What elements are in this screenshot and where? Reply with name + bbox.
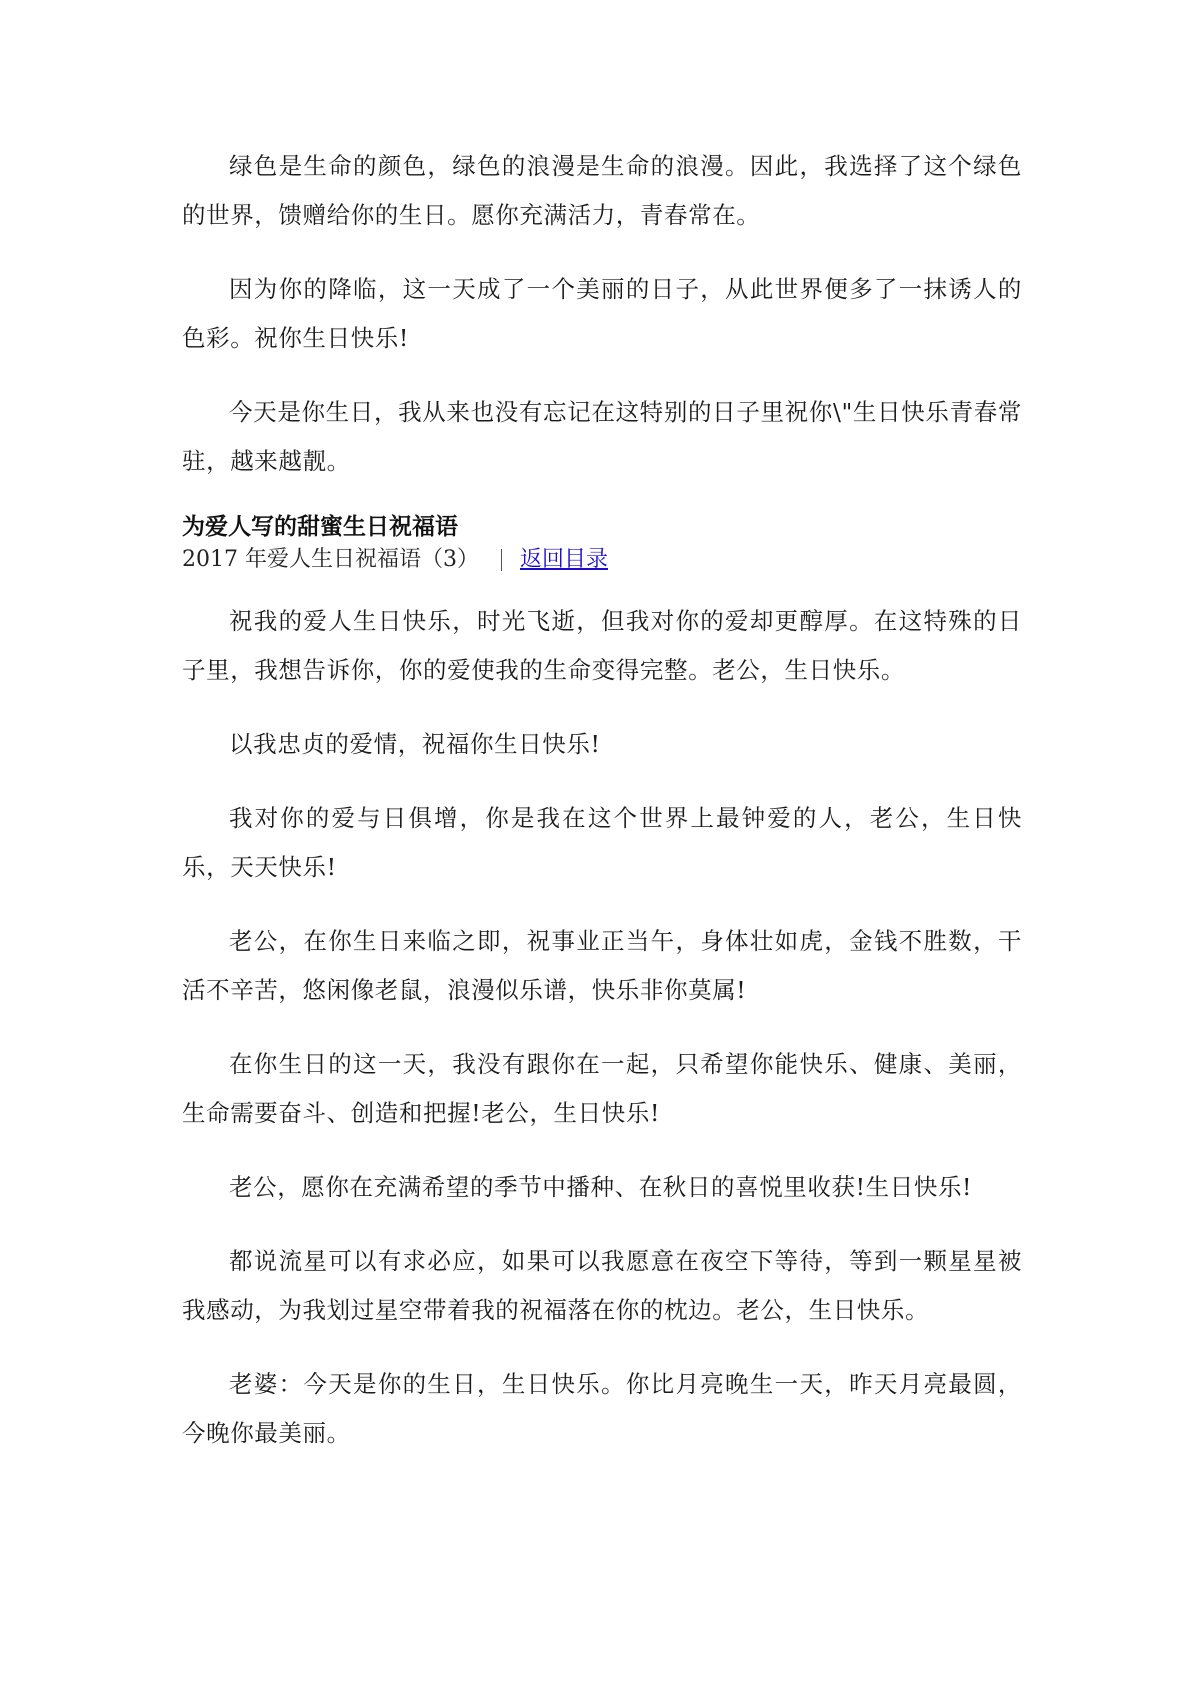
document-page xyxy=(182,142,1022,1483)
paragraph: 都说流星可以有求必应，如果可以我愿意在夜空下等待，等到一颗星星被我感动，为我划过星空带着我的祝福落在你的枕边。老公，生日快乐。 xyxy=(182,1247,1022,1324)
paragraph: 老公，愿你在充满希望的季节中播种、在秋日的喜悦里收获!生日快乐! xyxy=(229,1173,973,1201)
paragraph: 绿色是生命的颜色，绿色的浪漫是生命的浪漫。因此，我选择了这个绿色的世界，馈赠给你的生日。愿你充满活力，青春常在。 xyxy=(182,152,1022,229)
paragraph: 祝我的爱人生日快乐，时光飞逝，但我对你的爱却更醇厚。在这特殊的日子里，我想告诉你，你的爱使我的生命变得完整。老公，生日快乐。 xyxy=(182,607,1022,684)
paragraph: 我对你的爱与日俱增，你是我在这个世界上最钟爱的人，老公，生日快乐，天天快乐! xyxy=(182,804,1022,881)
paragraph: 以我忠贞的爱情，祝福你生日快乐! xyxy=(229,730,601,758)
back-to-toc-link[interactable]: 返回目录 xyxy=(519,547,608,572)
paragraph: 老婆：今天是你的生日，生日快乐。你比月亮晚生一天，昨天月亮最圆，今晚你最美丽。 xyxy=(182,1370,1022,1447)
paragraph: 在你生日的这一天，我没有跟你在一起，只希望你能快乐、健康、美丽，生命需要奋斗、创造和把握!老公，生日快乐! xyxy=(182,1050,1022,1127)
section-title: 为爱人写的甜蜜生日祝福语 xyxy=(182,514,458,540)
paragraph: 因为你的降临，这一天成了一个美丽的日子，从此世界便多了一抹诱人的色彩。祝你生日快乐! xyxy=(182,275,1022,352)
section-subtitle: 2017 年爱人生日祝福语（3） xyxy=(182,547,479,572)
paragraph: 今天是你生日，我从来也没有忘记在这特别的日子里祝你\"生日快乐青春常驻，越来越靓。 xyxy=(182,398,1022,475)
section-subtitle-line xyxy=(182,543,1022,577)
paragraph: 老公，在你生日来临之即，祝事业正当午，身体壮如虎，金钱不胜数，干活不辛苦，悠闲像老鼠，浪漫似乐谱，快乐非你莫属! xyxy=(182,927,1022,1004)
divider xyxy=(501,549,502,571)
